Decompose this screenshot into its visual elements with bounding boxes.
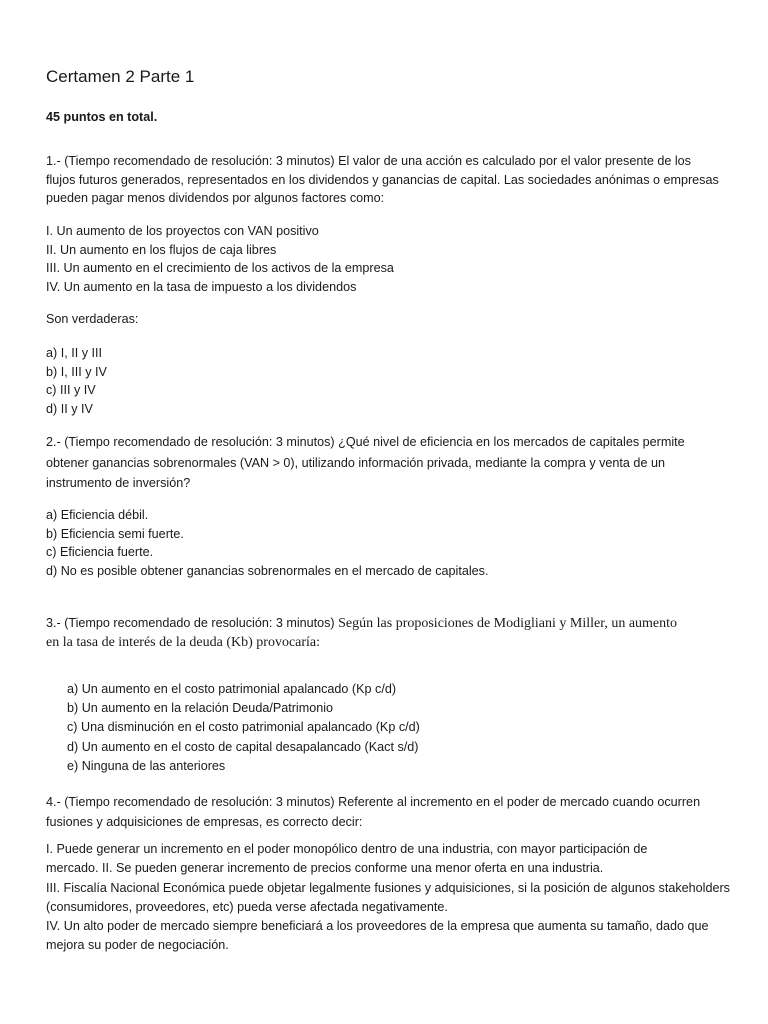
text-line: 4.- (Tiempo recomendado de resolución: 3 minutos) Referente al incremento en el poder de mercado cuando ocurren (46, 795, 701, 809)
option: a) Eficiencia débil. (46, 508, 149, 522)
text-line: instrumento de inversión? (46, 476, 191, 490)
text-line: flujos futuros generados, representados en los dividendos y ganancias de capital. Las sociedades anónimas o empresas (46, 172, 719, 187)
option: b) Un aumento en la relación Deuda/Patrimonio (67, 701, 334, 716)
question-4-text (46, 792, 738, 832)
question-1-statements (46, 222, 738, 296)
total-points: 45 puntos en total. (46, 110, 158, 124)
text-line: 1.- (Tiempo recomendado de resolución: 3 minutos) El valor de una acción es calculado por el valor presente de los (46, 154, 691, 168)
statement: mercado. II. Se pueden generar incremento de precios conforme una menor oferta en una industria. (46, 861, 604, 876)
question-1-text (46, 152, 738, 208)
statement: III. Un aumento en el crecimiento de los activos de la empresa (46, 261, 394, 276)
option: a) Un aumento en el costo patrimonial apalancado (Kp c/d) (67, 682, 397, 696)
text-line: 2.- (Tiempo recomendado de resolución: 3 minutos) ¿Qué nivel de eficiencia en los mercados de capitales permite (46, 435, 685, 449)
option: b) Eficiencia semi fuerte. (46, 526, 184, 541)
option: c) Una disminución en el costo patrimonial apalancado (Kp c/d) (67, 720, 420, 735)
statement: mejora su poder de negociación. (46, 938, 229, 953)
option: d) Un aumento en el costo de capital desapalancado (Kact s/d) (67, 739, 419, 754)
statement: (consumidores, proveedores, etc) pueda verse afectada negativamente. (46, 899, 448, 914)
page-title: Certamen 2 Parte 1 (46, 67, 195, 86)
question-3-lead: 3.- (Tiempo recomendado de resolución: 3 minutos) (46, 616, 339, 630)
question-2-options (46, 506, 738, 580)
statement: I. Puede generar un incremento en el poder monopólico dentro de una industria, con mayor participación de (46, 842, 648, 856)
text-line: pueden pagar menos dividendos por algunos factores como: (46, 191, 385, 206)
option: c) Eficiencia fuerte. (46, 545, 154, 560)
question-2-text (46, 432, 738, 494)
question-3-lead-serif: Según las proposiciones de Modigliani y Miller, un aumento (338, 616, 678, 631)
option: d) No es posible obtener ganancias sobrenormales en el mercado de capitales. (46, 563, 489, 578)
statement: IV. Un aumento en la tasa de impuesto a los dividendos (46, 279, 357, 294)
text-line (46, 614, 738, 634)
statement: IV. Un alto poder de mercado siempre beneficiará a los proveedores de la empresa que aumenta su tamaño, dado que (46, 919, 709, 934)
option: e) Ninguna de las anteriores (67, 758, 226, 773)
question-1-prompt: Son verdaderas: (46, 312, 139, 326)
option: b) I, III y IV (46, 364, 107, 379)
statement: III. Fiscalía Nacional Económica puede objetar legalmente fusiones y adquisiciones, si la posición de algunos stakeholders (46, 880, 730, 895)
question-1-options (46, 344, 738, 418)
text-line: en la tasa de interés de la deuda (Kb) provocaría: (46, 634, 321, 650)
option: a) I, II y III (46, 346, 102, 360)
statement: I. Un aumento de los proyectos con VAN positivo (46, 224, 319, 238)
text-line: obtener ganancias sobrenormales (VAN > 0), utilizando información privada, mediante la compra y venta de un (46, 455, 665, 470)
question-3-text (46, 614, 738, 652)
question-4-statements (46, 840, 738, 956)
statement: II. Un aumento en los flujos de caja libres (46, 242, 277, 257)
option: d) II y IV (46, 401, 93, 416)
option: c) III y IV (46, 383, 96, 398)
text-line: fusiones y adquisiciones de empresas, es correcto decir: (46, 815, 363, 829)
question-3-options (67, 680, 738, 776)
